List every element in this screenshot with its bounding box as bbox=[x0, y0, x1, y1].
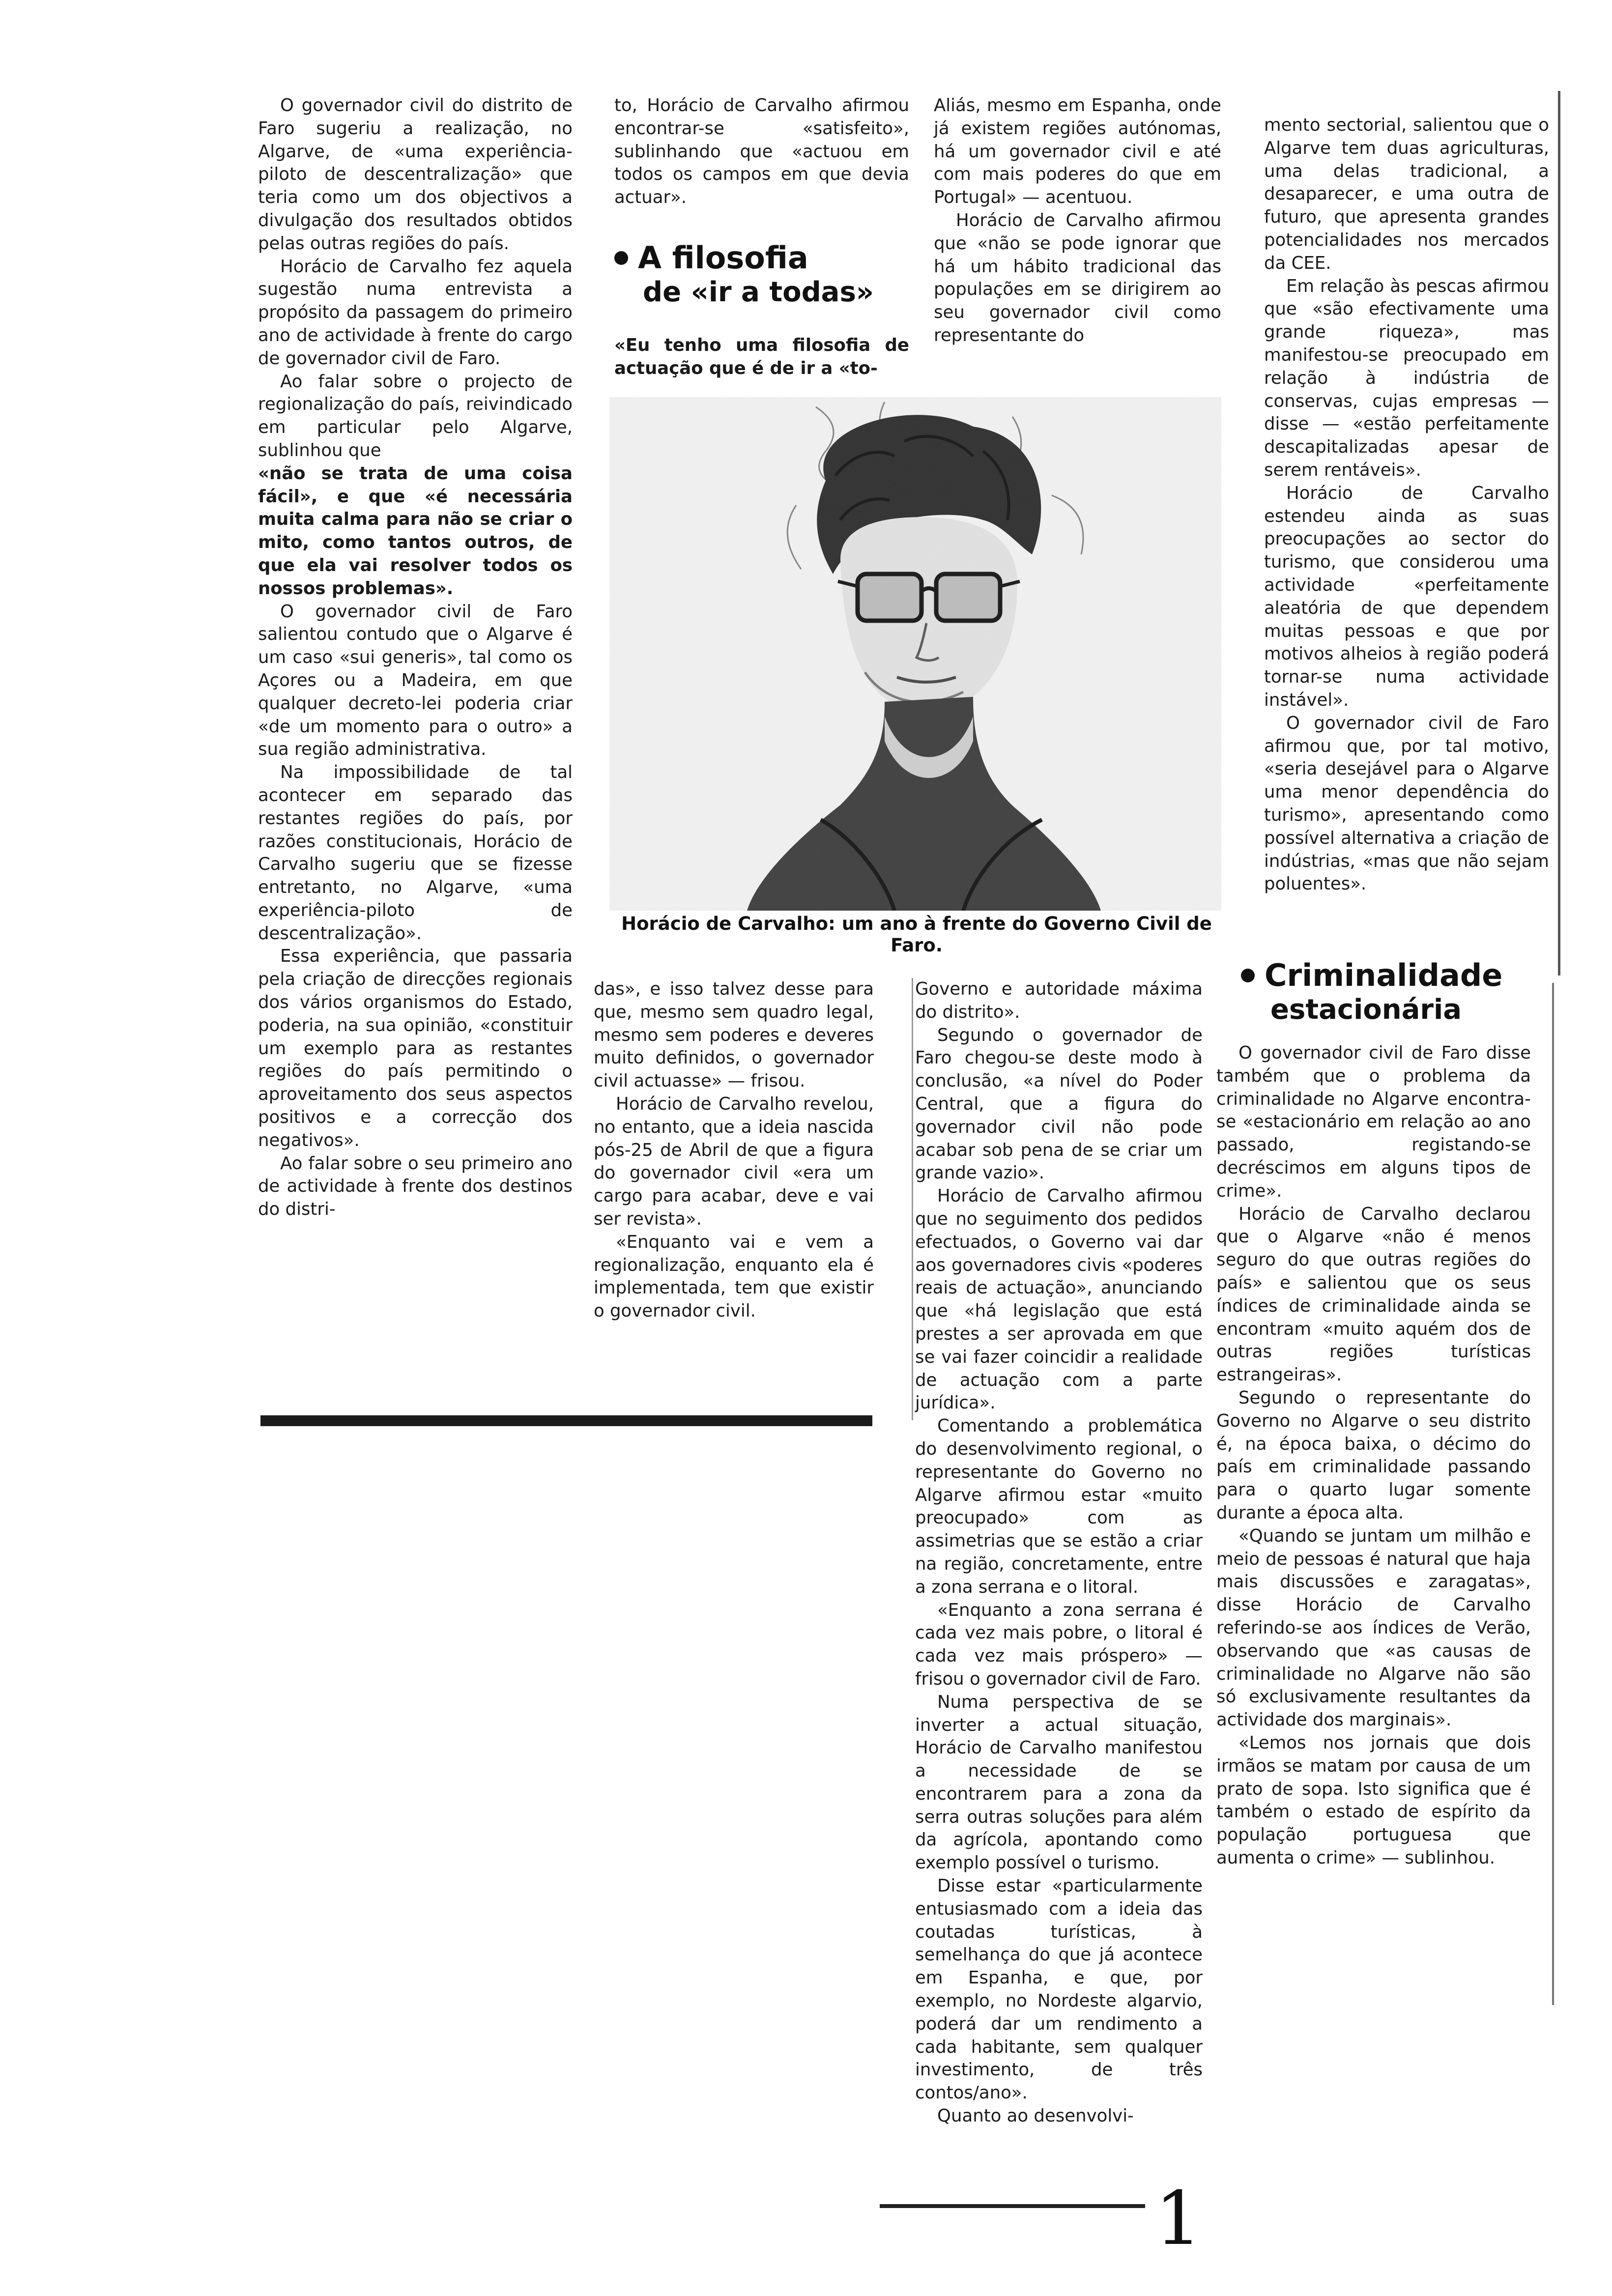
paragraph: Horácio de Carvalho revelou, no entanto, que a ideia nascida pós-25 de Abril de que a figura do governador civil «era um cargo para acabar, deve e vai ser revista». bbox=[594, 1093, 874, 1229]
heading-criminalidade-line2: estacionária bbox=[1270, 994, 1462, 1026]
paragraph: Ao falar sobre o projecto de regionalização do país, reivindicado em particular pelo Algarve, sublinhou que bbox=[258, 371, 573, 460]
paragraph: mento sectorial, salientou que o Algarve tem duas agriculturas, uma delas tradicional, a desaparecer, e uma outra de futuro, que apresenta grandes potencialidades nos mercados da CEE. bbox=[1264, 115, 1549, 273]
paragraph: Horácio de Carvalho afirmou que «não se pode ignorar que há um hábito tradicional das populações em se dirigirem ao seu governador civil como representante do bbox=[934, 210, 1221, 345]
paragraph: O governador civil de Faro disse também que o problema da criminalidade no Algarve encontra-se «estacionário em relação ao ano passado, registando-se decréscimos em alguns tipos de crime». bbox=[1216, 1043, 1531, 1201]
paragraph: «Lemos nos jornais que dois irmãos se matam por causa de um prato de sopa. Isto significa que é também o estado de espírito da população portuguesa que aumenta o crime» — sublinhou. bbox=[1216, 1732, 1531, 1868]
heading-criminalidade-2 bbox=[1270, 993, 1462, 1027]
bullet-icon bbox=[614, 251, 628, 265]
paragraph: Horácio de Carvalho estendeu ainda as suas preocupações ao sector do turismo, que considerou uma actividade «perfeitamente aleatória de que dependem muitas pessoas e que por motivos alheios à região poderá tornar-se numa actividade instável». bbox=[1264, 483, 1549, 710]
portrait-image bbox=[609, 397, 1221, 911]
paragraph: das», e isso talvez desse para que, mesmo sem quadro legal, mesmo sem poderes e deveres muito definidos, o governador civil actuasse» — frisou. bbox=[594, 979, 874, 1091]
paragraph: Em relação às pescas afirmou que «são efectivamente uma grande riqueza», mas manifestou-se preocupado em relação à indústria de conservas, cujas empresas — disse — «estão perfeitamente descapitalizadas apesar de serem rentáveis». bbox=[1264, 276, 1549, 480]
portrait-photo bbox=[609, 397, 1221, 911]
paragraph: O governador civil do distrito de Faro sugeriu a realização, no Algarve, de «uma experiência-piloto de descentralização» que teria como um dos objectivos a divulgação dos resultados obtidos pelas outras regiões do país. bbox=[258, 95, 573, 254]
column-1 bbox=[258, 94, 573, 1221]
paragraph: Ao falar sobre o seu primeiro ano de actividade à frente dos destinos do distri- bbox=[258, 1153, 573, 1220]
paragraph: Segundo o governador de Faro chegou-se deste modo à conclusão, «a nível do Poder Central, que a figura do governador civil não pode acabar sob pena de se criar um grande vazio». bbox=[915, 1025, 1203, 1183]
photo-caption: Horácio de Carvalho: um ano à frente do Governo Civil de Faro. bbox=[621, 913, 1212, 956]
paragraph: O governador civil de Faro afirmou que, por tal motivo, «seria desejável para o Algarve uma menor dependência do turismo», apresentando como possível alternativa a criação de indústrias, «mas que não sejam poluentes». bbox=[1264, 713, 1549, 894]
vertical-rule-right-2 bbox=[1552, 983, 1554, 2005]
heading-criminalidade-line1: Criminalidade bbox=[1265, 957, 1503, 993]
heading-filosofia-line2: de «ir a todas» bbox=[643, 276, 874, 308]
paragraph: Comentando a problemática do desenvolvimento regional, o representante do Governo no Algarve afirmou estar «muito preocupado» com as assimetrias que se estão a criar na região, concretamente, entre a zona serrana e o litoral. bbox=[915, 1416, 1203, 1597]
paragraph: «Enquanto vai e vem a regionalização, enquanto ela é implementada, tem que existir o governador civil. bbox=[594, 1232, 874, 1321]
paragraph: Quanto ao desenvolvi- bbox=[937, 2106, 1134, 2126]
column-4-top bbox=[1264, 114, 1549, 896]
column-3-top bbox=[934, 94, 1221, 347]
column-2-bottom bbox=[594, 978, 874, 1323]
paragraph: Horácio de Carvalho fez aquela sugestão numa entrevista a propósito da passagem do primeiro ano de actividade à frente do cargo de governador civil de Faro. bbox=[258, 256, 573, 369]
heading-filosofia-2 bbox=[643, 275, 874, 310]
paragraph: O governador civil de Faro salientou contudo que o Algarve é um caso «sui generis», tal como os Açores ou a Madeira, em que qualquer decreto-lei poderia criar «de um momento para o outro» a sua região administrativa. bbox=[258, 601, 573, 760]
paragraph: Na impossibilidade de tal acontecer em separado das restantes regiões do país, por razões constitucionais, Horácio de Carvalho sugeriu que se fizesse entretanto, no Algarve, «uma experiência-piloto de descentralização». bbox=[258, 762, 573, 944]
paragraph: Segundo o representante do Governo no Algarve o seu distrito é, na época baixa, o décimo do país em criminalidade passando para o quarto lugar somente durante a época alta. bbox=[1216, 1387, 1531, 1523]
page-mark: 1 bbox=[1155, 2176, 1202, 2262]
paragraph: Essa experiência, que passaria pela criação de direcções regionais dos vários organismos do Estado, poderia, na sua opinião, «constituir um exemplo para as restantes regiões do país permitindo o aproveitamento dos seus aspectos positivos e a correcção dos negativos». bbox=[258, 946, 573, 1150]
paragraph: Governo e autoridade máxima do distrito». bbox=[915, 979, 1203, 1022]
column-2-top bbox=[614, 94, 909, 209]
paragraph: «não se trata de uma coisa fácil», e que «é necessária muita calma para não se criar o mito, como tantos outros, de que ela vai resolver todos os nossos problemas». bbox=[258, 463, 573, 599]
lead-paragraph: «Eu tenho uma filosofia de actuação que é de ir a «to- bbox=[614, 335, 909, 378]
paragraph: Disse estar «particularmente entusiasmado com a ideia das coutadas turísticas, à semelhança do que já acontece em Espanha, e que, por exemplo, no Nordeste algarvio, poderá dar um rendimento a cada habitante, sem qualquer investimento, de três contos/ano». bbox=[915, 1876, 1203, 2103]
column-3-bottom bbox=[915, 978, 1203, 2128]
paragraph: «Enquanto a zona serrana é cada vez mais pobre, o litoral é cada vez mais próspero» — frisou o governador civil de Faro. bbox=[915, 1600, 1203, 1689]
paragraph: «Quando se juntam um milhão e meio de pessoas é natural que haja mais discussões e zaragatas», disse Horácio de Carvalho referindo-se aos índices de Verão, observando que «as causas de criminalidade no Algarve não são só exclusivamente resultantes da actividade dos marginais». bbox=[1216, 1525, 1531, 1730]
paragraph: Numa perspectiva de se inverter a actual situação, Horácio de Carvalho manifestou a necessidade de se encontrarem para a zona da serra outras soluções para além da agrícola, apontando como exemplo possível o turismo. bbox=[915, 1692, 1203, 1873]
paragraph: Aliás, mesmo em Espanha, onde já existem regiões autónomas, há um governador civil e até com mais poderes do que em Portugal» — acentuou. bbox=[934, 95, 1221, 208]
footer-rule bbox=[880, 2204, 1145, 2208]
separator-rule-left bbox=[260, 1415, 872, 1426]
paragraph: to, Horácio de Carvalho afirmou encontrar-se «satisfeito», sublinhando que «actuou em todos os campos em que devia actuar». bbox=[614, 95, 909, 208]
vertical-rule-right bbox=[1558, 91, 1560, 976]
paragraph: Horácio de Carvalho declarou que o Algarve «não é menos seguro do que outras regiões do país» e salientou que os seus índices de criminalidade ainda se encontram «muito aquém dos de outras regiões turísticas estrangeiras». bbox=[1216, 1204, 1531, 1385]
heading-filosofia-line1: A filosofia bbox=[638, 240, 808, 276]
column-4-bottom bbox=[1216, 1042, 1531, 1870]
bullet-icon bbox=[1241, 969, 1255, 982]
heading-criminalidade bbox=[1241, 958, 1502, 993]
heading-filosofia bbox=[614, 241, 808, 275]
paragraph: Horácio de Carvalho afirmou que no seguimento dos pedidos efectuados, o Governo vai dar aos governadores civis «poderes reais de actuação», anunciando que «há legislação que está prestes a ser aprovada em que se vai fazer coincidir a realidade de actuação com a parte jurídica». bbox=[915, 1186, 1203, 1413]
vertical-rule-mid bbox=[912, 978, 913, 1420]
heading-filosofia-lead bbox=[614, 334, 909, 380]
